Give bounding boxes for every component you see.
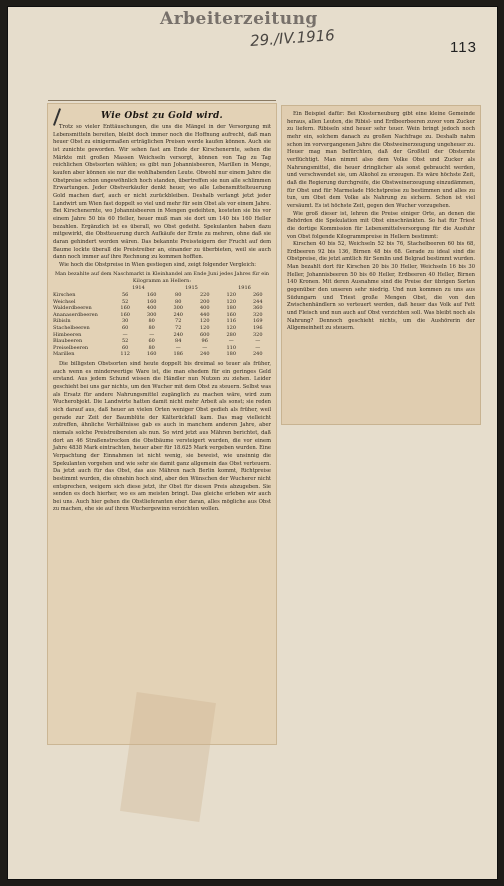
fruit-name: Kirschen	[53, 292, 76, 299]
price-cell: —	[122, 331, 128, 338]
price-cell: 96	[201, 338, 208, 345]
article-body-left-continued	[48, 361, 276, 514]
price-cell: 60	[121, 344, 129, 351]
handwritten-date: 29./IV.1916	[249, 26, 336, 50]
price-cell: 169	[252, 318, 263, 325]
price-cell: —	[255, 338, 261, 345]
table-row	[53, 299, 271, 306]
price-table	[53, 271, 271, 358]
fruit-name: Stachelbeeren	[53, 325, 90, 332]
fruit-name: Ananaserdbeeren	[53, 311, 98, 318]
archive-sheet	[7, 6, 498, 880]
year-1914: 1914	[132, 285, 145, 292]
article-title: Wie Obst zu Gold wird.	[101, 111, 223, 121]
price-cell: 120	[199, 318, 210, 325]
price-cell: 320	[252, 331, 263, 338]
price-cell: 160	[146, 351, 157, 358]
table-row	[53, 325, 271, 332]
price-cell: 56	[121, 292, 129, 299]
paragraph: Ein Beispiel dafür: Bei Klosterneuburg gibt eine kleine Gemeinde heraus, allen Leuten, die Ribisl- und Erdbeerbeeren zuvor vom Zucker zu liefern. Ribiseln sind heuer sehr teuer. Wein bringt jedoch noch mehr ein, solchem danach zu großen Nachfrage zu. Deshalb nahm schon im vorvergangenen Jahre die Obstweinerzeugung ungeheuer zu. Heuer mag man befürchten, daß der Großteil der Obsternte verflüchtigt. Man nimmt also dem Volke Obst und Zucker als Nahrungsmittel, die heuer dringlicher als sonst gebraucht werden, und verschwendet sie, um Alkohol zu erzeugen. Es wäre höchste Zeit, daß die Regierung durchgreife, die Obstweinerzeugung einzudämmen, für Obst und für Marmelade Höchstpreise zu bestimmen und alles zu tun, um Obst dem Volke als Nahrung zu sichern. Schon ist viel versäumt. Es ist höchste Zeit, gegen den Wucher vorzugehen.	[287, 111, 475, 209]
year-1916: 1916	[238, 285, 251, 292]
table-caption: Man bezahlte auf dem Naschmarkt in Kleinhandel am Ende Juni jedes Jahres für ein Kilogramm an Hellern:	[54, 271, 270, 285]
price-cell: 120	[226, 325, 237, 332]
fruit-name: Himbeeren	[53, 331, 82, 338]
price-cell: 160	[226, 311, 237, 318]
price-cell: 52	[121, 298, 129, 305]
paragraph: Wie hoch die Obstpreise in Wien gestiegen sind, zeigt folgender Vergleich:	[59, 261, 257, 268]
price-cell: 240	[252, 351, 263, 358]
price-cell: 240	[173, 331, 183, 338]
price-cell: 80	[148, 325, 155, 332]
price-cell: 260	[252, 292, 263, 299]
table-row	[53, 338, 271, 345]
table-row	[53, 351, 271, 358]
price-cell: 186	[173, 351, 183, 358]
price-cell: 80	[175, 298, 182, 305]
article-body-left	[48, 124, 276, 269]
price-cell: 300	[146, 311, 157, 318]
price-cell: 60	[121, 325, 129, 332]
price-cell: 300	[173, 305, 183, 312]
price-cell: 116	[226, 318, 237, 325]
table-rows	[53, 292, 271, 358]
paragraph: Trotz so vieler Enttäuschungen, die uns die Mängel in der Versorgung mit Lebensmitteln bereiten, bleibt doch immer noch die Hoffnung aufrecht, daß man heuer Obst zu einigermaßen erträglichen Preisen werde kaufen können. Auch sie ist zunichte geworden. Wir sehen fast am Ende der Kirschenernte, sehen die Märkte mit großen Massen Weichseln versorgt, können von Tag zu Tag reichlichen Obstsorten wählen; es gibt nun Johannisbeeren, Marillen in Menge, kaufen aber können sie nur die wohlhabenden Leute. Obwohl nur einem Jahre die Obstpreise schon ungewöhnlich hoch standen, übertreffen sie nun alle schlimmen Erwartungen. Jeder Obstverkäufer denkt heuer, wo alle Lebensmittelteuerung Gold machen darf, auch er nicht zurückbleiben. Deshalb verlangt jetzt jeder Landwirt um Wien fast doppelt so viel und mehr für sein Obst als vor einem Jahre. Bei Kirschenernte, wo Johannisbeeren in Mengen gedeihten, kosteten sie bis vor einem Jahre 50 bis 60 Heller, heuer muß man sie dort um 140 bis 160 Heller bezahlen. Ergänzlich ist es überall, wo Obst gedeiht. Spekulanten haben dazu mitgewirkt, die Obstteuerung durch Aufkäufe der Ernte zu mehren, ohne daß sie daran gehindert worden wären. Das bekannte Preissteigern der Frucht auf dem Baume lockte überall die Preistreiber an, einander zu überbieten, weil sie auch dann noch immer auf ihre Rechnung zu kommen hofften.	[53, 124, 271, 261]
paper-stain	[120, 692, 216, 822]
paragraph: Wie groß dieser ist, lehren die Preise einiger Orte, an denen die Behörden die Spekulation mit Obst einschränkten. So hat für Triest die dortige Kommission für Lebensmittelversorgung für die Ausfuhr von Obst folgende Kilogrammpreise in Hellern bestimmt:	[287, 210, 475, 240]
price-cell: —	[228, 338, 234, 345]
fruit-name: Walderdbeeren	[53, 305, 92, 312]
price-cell: 180	[226, 351, 237, 358]
price-cell: 72	[175, 318, 182, 325]
price-cell: 240	[199, 351, 210, 358]
table-row	[53, 292, 271, 299]
fruit-name: Weichsel	[53, 298, 76, 305]
price-cell: 400	[199, 305, 210, 312]
price-cell: 72	[175, 325, 182, 332]
price-cell: —	[202, 344, 208, 351]
table-header	[53, 285, 271, 292]
paragraph: Kirschen 40 bis 52, Weichseln 52 bis 76, Stachelbeeren 60 bis 68, Erdbeeren 92 bis 136, Birnen 48 bis 68. Gerade zu ideal sind die Obstpreise, die jetzt amtlich für Semlin und Belgrad bestimmt wurden. Man bezahlt dort für Kirschen 20 bis 30 Heller, Weichseln 16 bis 30 Heller, Johannisbeeren 50 bis 60 Heller, Erdbeeren 40 Heller, Birnen 140 Kronen. Mit deren Ausnahme sind die Preise der übrigen Sorten gegenüber den unseren sehr niedrig. Und nun kommen zu uns aus Südungarn und Triest große Mengen Obst, die von den Zwischenhändlern so verteuert werden, daß heuer das Volk auf Fett und Fleisch und nun auch auf Obst verzichten soll. Was bleibt noch als Nahrung? Dennoch geschieht nichts, um die Aushörerin der Allgemeinheit zu steuern.	[287, 241, 475, 332]
price-cell: 52	[121, 338, 129, 345]
price-cell: 180	[226, 305, 237, 312]
table-row	[53, 318, 271, 325]
price-cell: 160	[120, 311, 130, 318]
fruit-name: Blaubeeren	[53, 338, 83, 345]
price-cell: 160	[146, 298, 157, 305]
table-row	[53, 312, 271, 319]
clipping-top-rule	[48, 100, 276, 101]
price-cell: 160	[146, 292, 157, 299]
article-body-right	[282, 106, 480, 333]
table-row	[53, 305, 271, 312]
price-cell: 240	[173, 311, 183, 318]
price-cell: 160	[120, 305, 130, 312]
price-cell: 440	[199, 311, 210, 318]
newspaper-clipping-right	[282, 106, 480, 424]
price-cell: 84	[175, 338, 182, 345]
price-cell: 196	[252, 325, 263, 332]
price-cell: 360	[252, 305, 263, 312]
price-cell: 244	[252, 298, 263, 305]
price-cell: —	[255, 344, 261, 351]
price-cell: 80	[175, 292, 182, 299]
price-cell: 120	[226, 298, 237, 305]
fruit-name: Marillen	[53, 351, 75, 358]
table-row	[53, 332, 271, 339]
price-cell: 220	[199, 292, 210, 299]
price-cell: 320	[252, 311, 263, 318]
price-cell: —	[149, 331, 155, 338]
year-1915: 1915	[185, 285, 198, 292]
newspaper-stamp: Arbeiterzeitung	[160, 9, 318, 29]
newspaper-clipping-left	[48, 104, 276, 744]
paragraph: Die billigsten Obstsorten sind heute doppelt bis dreimal so teuer als früher, auch wenn es minderwertige Ware ist, die man ehedem für ein geringes Geld erstand. Aus jedem Schund wissen die Händler nun Nutzen zu ziehen. Leider geschieht bei uns gar nichts, um den Wucher mit dem Obst zu steuern. Selbst was als Ersatz für andere Nahrungsmittel zugänglich zu machen wäre, wird zum Wucherobjekt. Die Landwirte hatten damit nicht mehr Arbeit als sonst; sie reden sich darauf aus, daß heuer an vielen Orten weniger Obst gedieh als früher, weil gerade zur Zeit der Baumblüte der Kälterückfall kam. Das mag vielleicht zutreffen, ähnliche Verhältnisse gab es auch in manchem anderen Jahre, aber niemals solche Preistreibereien als nun. So wird jetzt aus Mähren berichtet, daß dort an 46 Straßenstrecken die Obstbäume versteigert wurden, die vor einem Jahre 4838 Mark eintrachten, heuer aber für 18.625 Mark vergeben wurden. Eine Verpachtung der Einnahmen ist nicht wenig, sie beweist, wie unsinnig die Spekulanten vorgehen und wie sehr sie damit ganz allgemein das Obst verteuern. Da jetzt auch für das Obst, das aus Mähren nach Berlin kommt, Richtpreise bestimmt wurden, die ohnehin hoch sind, aber den Wünschen der Wucherer nicht entsprechen, weigern sich diese jetzt, ihr Obst für diesen Preis abzugeben. Sie senden es doch hierher, wo es am meisten bringt. Das gleiche erleben wir auch bei uns. Auch hier gehen die Obstlieferanten eher daran, alles mögliche aus Obst zu machen, ehe sie auf ihren Wuchergewinn verzichten wollen.	[53, 361, 271, 513]
page-number: 113	[450, 39, 477, 56]
price-cell: 120	[199, 325, 210, 332]
price-cell: 200	[199, 298, 210, 305]
price-cell: 400	[146, 305, 157, 312]
fruit-name: Preiselbeeren	[53, 344, 89, 351]
price-cell: 80	[148, 318, 155, 325]
table-row	[53, 345, 271, 352]
price-cell: 280	[226, 331, 237, 338]
fruit-name: Ribisln	[53, 318, 71, 325]
price-cell: 110	[226, 344, 237, 351]
price-cell: 112	[120, 351, 130, 358]
price-cell: 30	[121, 318, 129, 325]
price-cell: 80	[148, 344, 155, 351]
price-cell: —	[175, 344, 181, 351]
price-cell: 60	[148, 338, 155, 345]
price-cell: 120	[226, 292, 237, 299]
price-cell: 600	[199, 331, 210, 338]
